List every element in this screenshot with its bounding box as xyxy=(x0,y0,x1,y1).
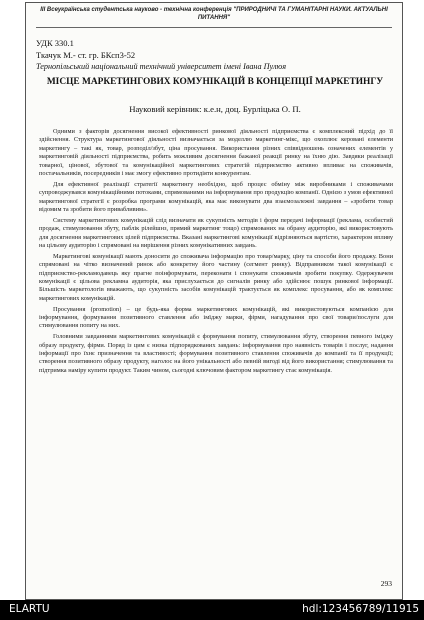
body-paragraph: Систему маркетингових комунікацій слід визначати як сукупність методів і форм передачі інформації (реклама, особистий продаж, стимулювання збуту, паблік рілейшнз, прямий маркетинг тощо) спрямованих на обрану аудиторію, які використовують для досягнення маркетингових цілей підприємства. Вказані маркетингові комунікації відрізняються вартістю, характером впливу на цільову аудиторію і спрямовані на вирішення різних комунікативних завдань. xyxy=(39,216,393,250)
conference-header: III Всеукраїнська студентська науково - технічна конференція "ПРИРОДНИЧІ ТА ГУМАНІТАРНІ НАУКИ. АКТУАЛЬНІ ПИТАННЯ" xyxy=(36,6,392,28)
body-paragraph: Для ефективної реалізації стратегії маркетингу необхідно, щоб процес обміну між виробниками і споживачами супроводжувався комунікаційними потоками, спрямованими на інформування про продукцію компанії. Однією з умов ефективної маркетингової стратегії є розробка програми комунікацій, яка має виконувати два взаємозалежні завдання – «зробити товар відомим та зробити його привабливим». xyxy=(39,180,393,214)
page-number: 293 xyxy=(380,579,392,588)
affiliation: Тернопільський національний технічний університет імені Івана Пулюя xyxy=(36,62,287,71)
paper-page xyxy=(25,2,403,600)
udc-code: УДК 330.1 xyxy=(36,38,74,48)
handle-id[interactable]: hdl:123456789/11915 xyxy=(302,603,419,615)
paper-title: МІСЦЕ МАРКЕТИНГОВИХ КОМУНІКАЦІЙ В КОНЦЕПЦІЇ МАРКЕТИНГУ xyxy=(46,77,384,87)
body-paragraph: Маркетингові комунікації мають доносити до споживача інформацію про товар/марку, ціну та способи його продажу. Вони спрямовані на чітко визначений ринок або конкретну його частину (сегмент ринку). Відправником такої комунікації є підприємство-рекламодавець яку прагне поінформувати, переконати і спонукати споживачів зробити покупку. Одержувачем комунікації є цільова рекламна аудиторія, яка прислухається до сигналів ринку або здійснює пошук ринкової інформації. Більшість маркетологів вважають, що сукупність засобів комунікацій трактується як комплекс просування, або як комплекс маркетингових комунікацій. xyxy=(39,252,393,302)
supervisor-line: Науковий керівник: к.е.н, доц. Бурліцька О. П. xyxy=(129,104,301,114)
repository-footer xyxy=(0,600,424,620)
body-paragraph: Просування (promotion) – це будь-яка форма маркетингових комунікацій, які використовуються компанією для інформування, формування позитивного ставлення або імїджу марки, фірми, нагадування про свої товари/послуги для стимулювання попиту на них. xyxy=(39,305,393,330)
repository-name: ELARTU xyxy=(9,603,50,615)
paper-body xyxy=(39,128,393,378)
author-line: Ткачук М.- ст. гр. БКсп3-52 xyxy=(36,50,136,60)
body-paragraph: Одними з факторів досягнення високої ефективності ринкової діяльності підприємства є комплексний підхід до її здійснення. Структура маркетингової діяльності визначається за моделлю маркетинг-мікс, що охоплює керовані елементи маркетингу – такі як, товар, розподіл/збут, ціна просування. Використання різних співвідношень означених елементів у маркетинговій діяльності підприємства, робить можливим досягнення бажаної реакції ринку на їхню дію. Завдяки реалізації товарної, цінової, збутової та комунікаційної маркетингових стратегій підприємство активно впливає на споживачів, постачальників, посередників і має змогу ефективно протидіяти конкурентам. xyxy=(39,128,393,178)
body-paragraph: Головними завданнями маркетингових комунікацій є формування попиту, стимулювання збуту, створення певного іміджу образу продукту, фірми. Поряд із цим є низка підпорядкованих завдань: інформування про наявність товарів і послуг, надання інформації про їхнє призначення та властивості; формування позитивного ставлення споживачів до компанії та її продукції; створення позитивного образу продукту, наголос на його унікальності або певній вигоді від його використання; стимулювання та підтримка наміру купити продукт. Таким чином, сьогодні ключовим фактором маркетингу стає комунікація. xyxy=(39,333,393,374)
